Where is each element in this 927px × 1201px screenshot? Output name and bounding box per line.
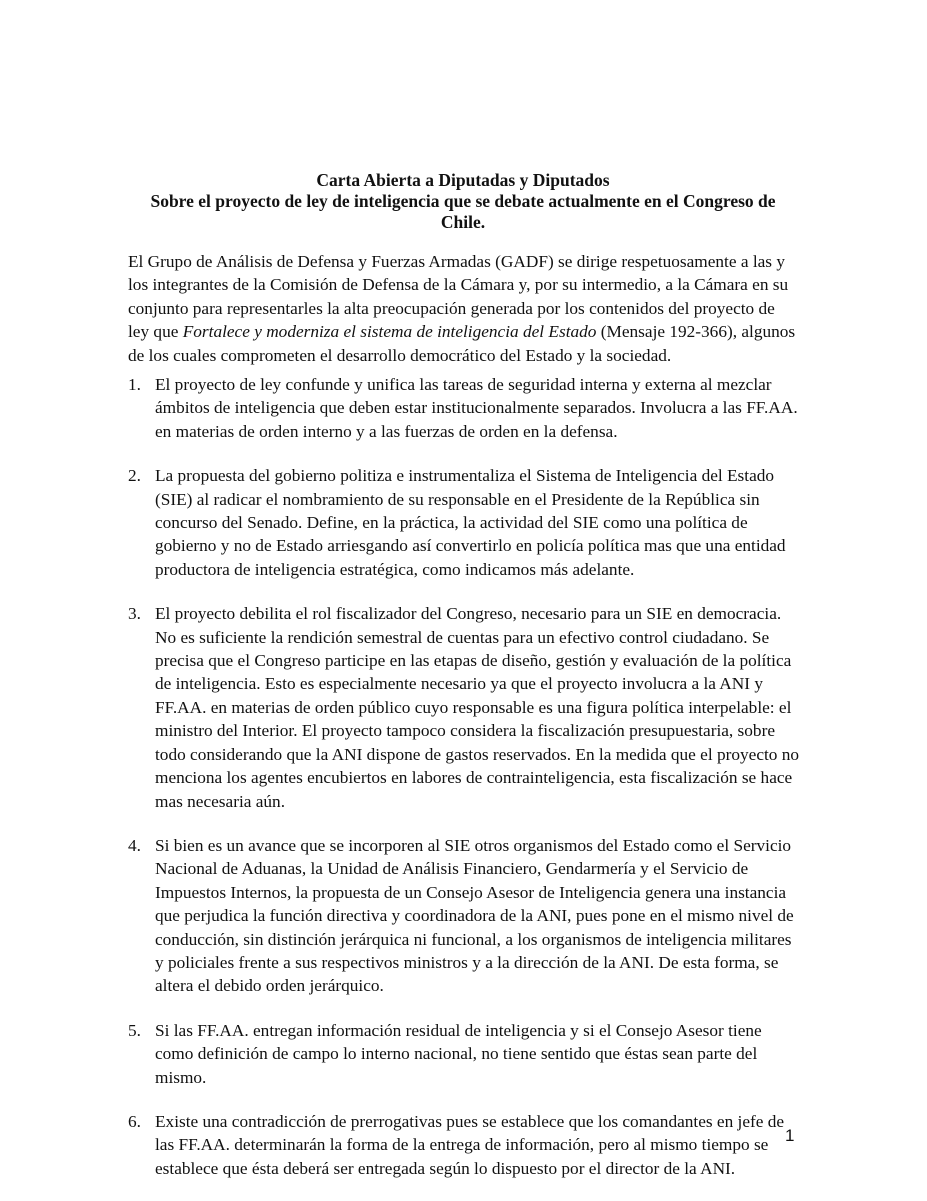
- list-item: [128, 464, 804, 581]
- list-item-number: 3.: [128, 604, 141, 624]
- list-item: [128, 1110, 804, 1180]
- list-item-text: El proyecto debilita el rol fiscalizador del Congreso, necesario para un SIE en democracia. No es suficiente la rendición semestral de cuentas para un efectivo control ciudadano. Se precisa que el Congreso participe en las etapas de diseño, gestión y evaluación de la política de inteligencia. Esto es especialmente necesario ya que el proyecto involucra a la ANI y FF.AA. en materias de orden público cuyo responsable es una figura política interpelable: el ministro del Interior. El proyecto tampoco considera la fiscalización presupuestaria, sobre todo considerando que la ANI dispone de gastos reservados. En la medida que el proyecto no menciona los agentes encubiertos en labores de contrainteligencia, esta fiscalización se hace mas necesaria aún.: [155, 604, 800, 811]
- list-item-text: Si las FF.AA. entregan información residual de inteligencia y si el Consejo Asesor tiene como definición de campo lo interno nacional, no tiene sentido que éstas sean parte del mismo.: [155, 1020, 762, 1087]
- list-item: [128, 834, 804, 998]
- list-item-number: 2.: [128, 466, 141, 486]
- list-item-text: El proyecto de ley confunde y unifica las tareas de seguridad interna y externa al mezclar ámbitos de inteligencia que deben estar institucionalmente separados. Involucra a las FF.AA. en materias de orden interno y a las fuerzas de orden en la defensa.: [155, 375, 798, 441]
- intro-text-end: (Mensaje 192-366), algunos de los cuales comprometen el desarrollo democrático del Estado y la sociedad.: [128, 322, 796, 365]
- list-item-text: Existe una contradicción de prerrogativas pues se establece que los comandantes en jefe de las FF.AA. determinarán la forma de la entrega de información, pero al mismo tiempo se establece que ésta deberá ser entregada según lo dispuesto por el director de la ANI.: [155, 1111, 785, 1178]
- numbered-list: [128, 373, 804, 1201]
- title-line-2: Sobre el proyecto de ley de inteligencia que se debate actualmente en el Congreso de Chile.: [150, 191, 776, 232]
- intro-paragraph: [128, 250, 800, 367]
- list-item: [128, 602, 804, 813]
- list-item-text: La propuesta del gobierno politiza e instrumentaliza el Sistema de Inteligencia del Estado (SIE) al radicar el nombramiento de su responsable en el Presidente de la República sin concurso del Senado. Define, en la práctica, la actividad del SIE como una política de gobierno y no de Estado arriesgando así convertirlo en policía política mas que una entidad productora de inteligencia estratégica, como indicamos más adelante.: [155, 466, 786, 579]
- bill-title: Fortalece y moderniza el sistema de inteligencia del Estado: [182, 322, 597, 342]
- list-item-number: 6.: [128, 1111, 141, 1131]
- page-number: 1: [785, 1126, 795, 1145]
- list-item-number: 4.: [128, 835, 141, 855]
- intro-text-start: El Grupo de Análisis de Defensa y Fuerzas Armadas (GADF) se dirige respetuosamente a las y los integrantes de la Comisión de Defensa de la Cámara y, por su intermedio, a la Cámara en su conjunto para representarles la alta preocupación generada por los contenidos del proyecto de ley que: [128, 252, 789, 342]
- list-item: [128, 1019, 804, 1089]
- title-line-1: Carta Abierta a Diputadas y Diputados: [316, 170, 610, 190]
- list-item-text: Si bien es un avance que se incorporen al SIE otros organismos del Estado como el Servicio Nacional de Aduanas, la Unidad de Análisis Financiero, Gendarmería y el Servicio de Impuestos Internos, la propuesta de un Consejo Asesor de Inteligencia genera una instancia que perjudica la función directiva y coordinadora de la ANI, pues pone en el mismo nivel de conducción, sin distinción jerárquica ni funcional, a los organismos de inteligencia militares y policiales frente a sus respectivos ministros y a la dirección de la ANI. De esta forma, se altera el debido orden jerárquico.: [155, 835, 794, 996]
- letter-title: [128, 170, 798, 233]
- list-item-number: 5.: [128, 1020, 141, 1040]
- list-item-number: 1.: [128, 375, 141, 394]
- list-item: [128, 373, 804, 443]
